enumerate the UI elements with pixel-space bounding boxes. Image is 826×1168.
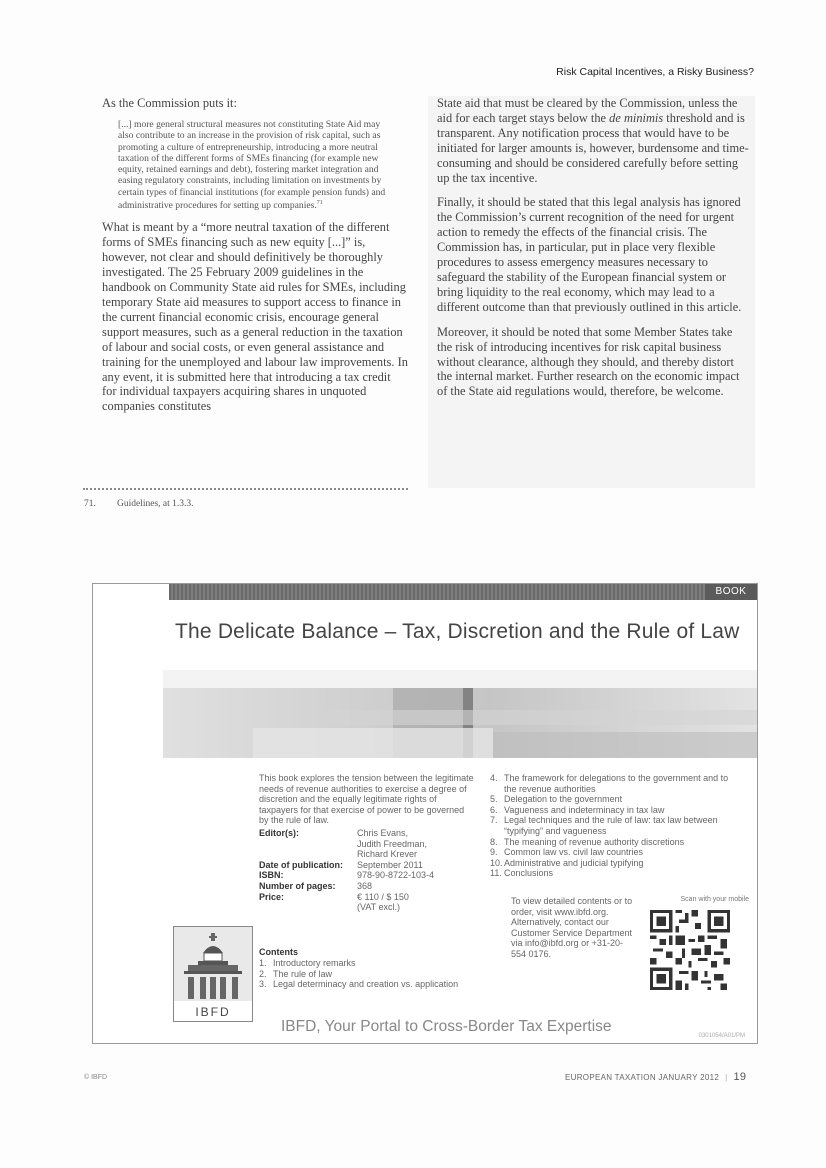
building-icon [174,927,252,1001]
tagline: IBFD, Your Portal to Cross-Border Tax Expertise [281,1018,612,1035]
spec-label: Editor(s): [259,828,299,838]
footnote-divider [83,488,408,490]
toc-item [490,805,730,816]
spec-editors [259,828,474,860]
toc-num: 3. [259,979,267,990]
toc-num: 4. [490,773,498,783]
footnote-text: Guidelines, at 1.3.3. [117,499,194,509]
p1-italic: de minimis [609,110,664,125]
toc-item [259,969,479,980]
page-number: 19 [733,1071,747,1083]
book-advertisement [92,583,758,1044]
toc-item [490,794,730,805]
spec-label: Number of pages: [259,880,336,891]
toc-text: The rule of law [273,968,333,979]
toc-item [490,868,730,879]
spec-value: 978-90-8722-103-4 [357,870,435,881]
book-badge: BOOK [705,584,757,600]
right-paragraph-3: Moreover, it should be noted that some Member States take the risk of introducing incentives for risk capital business without clearance, although they should, and thereby distort the internal market. Further research on the economic impact of the State aid regulations would, therefore, be welcome. [437,324,740,399]
book-description: This book explores the tension between the legitimate needs of revenue authorities to exercise a degree of discretion and the equally legitimate rights of taxpayers for that exercise of power to be governed by the rule of law. [259,773,474,826]
qr-code-icon[interactable] [650,910,730,990]
spec-price [259,892,474,913]
contents-heading: Contents [259,947,298,957]
spec-value: 368 [357,880,373,891]
page-footer [565,1071,746,1083]
book-specs [259,828,474,913]
footnote [84,499,194,509]
running-head: Risk Capital Incentives, a Risky Business? [556,66,754,78]
spec-date [259,860,474,871]
toc-item [259,958,479,969]
order-info: To view detailed contents or to order, visit www.ibfd.org. Alternatively, contact our Customer Service Department via info@ibfd.org or +31-20-554 0176. [511,896,633,959]
toc-item [259,979,479,990]
block-quote [118,119,393,212]
book-title: The Delicate Balance – Tax, Discretion and the Rule of Law [175,620,740,643]
footnote-number: 71. [84,499,96,509]
quote-text: [...] more general structural measures not constituting State Aid may also contribute to an increase in the provision of risk capital, such as promoting a culture of entrepreneurship, introducing a more neutral taxation of the different forms of SMEs financing (for example new equity, retained earnings and debt), fostering market integration and easing regulatory constraints, including limitation on investments by certain types of financial institutions (for example pension funds) and administrative procedures for setting up companies. [118,118,386,212]
toc-item [490,847,730,858]
toc-text: Vagueness and indeterminacy in tax law [504,804,665,815]
intro-text: As the Commission puts it: [102,96,237,110]
toc-text: The meaning of revenue authority discretions [504,836,685,847]
cover-graphic [163,670,757,758]
toc-num: 6. [490,804,498,815]
spec-label: Price: [259,891,285,902]
copyright: © IBFD [84,1074,108,1081]
spec-label: Date of publication: [259,859,343,870]
toc-text: Conclusions [504,868,554,879]
toc-num: 2. [259,968,267,979]
ad-header-band [169,584,757,600]
logo-text: IBFD [195,1005,231,1019]
toc-item [490,773,730,794]
ibfd-logo [173,926,253,1022]
toc-num: 5. [490,794,498,805]
right-column [437,96,749,409]
left-column [102,96,408,424]
toc-num: 7. [490,815,498,826]
spec-pages [259,881,474,892]
toc-text: Legal techniques and the rule of law: tax law between “typifying” and vagueness [504,815,718,836]
journal-name: EUROPEAN TAXATION JANUARY 2012 [565,1073,720,1082]
toc-num: 10. [490,857,503,868]
scan-label: Scan with your mobile [680,896,749,903]
toc-text: Introductory remarks [273,958,356,968]
left-paragraph: What is meant by a “more neutral taxation of the different forms of SMEs financing such as new equity [...]” is, however, not clear and should definitively be thoroughly investigated. The 25 February 2009 guidelines in the handbook on Community State aid rules for SMEs, including temporary State aid measures to support access to finance in the current financial economic crisis, encourage general support measures, such as a general reduction in the taxation of labour and social costs, or even general assistance and training for the unemployed and labour law improvements. In any event, it is submitted here that introducing a tax credit for individual taxpayers acquiring shares in unquoted companies constitutes [102,220,408,414]
right-paragraph-2: Finally, it should be stated that this legal analysis has ignored the Commission’s current recognition of the need for urgent action to remedy the effects of the financial crisis. The Commission has, in particular, put in place very flexible procedures to assess emergency measures necessary to safeguard the stability of the European financial system or bring liquidity to the real economy, which may lead to a different outcome than that previously outlined in this article. [437,195,742,314]
p1-text-b: threshold and is transparent. Any notification process that would have to be initiated for larger amounts is, however, burdensome and time-consuming and should be considered carefully before setting up the tax incentive. [437,110,749,185]
right-paragraph-1 [437,96,749,185]
toc-item [490,837,730,848]
spec-isbn [259,870,474,881]
cover-image [163,670,757,758]
toc-num: 11. [490,868,502,879]
footnote-ref: 71 [316,199,323,206]
spec-value: € 110 / $ 150 (VAT excl.) [357,891,409,913]
toc-text: Administrative and judicial typifying [504,857,644,868]
toc-text: The framework for delegations to the government and to the revenue authorities [504,773,729,794]
toc-text: Common law vs. civil law countries [504,847,644,858]
toc-num: 9. [490,847,498,858]
toc-item [490,815,730,836]
toc-text: Legal determinacy and creation vs. application [273,979,459,990]
spec-label: ISBN: [259,870,284,881]
toc-text: Delegation to the government [504,794,623,805]
toc-left [259,958,479,990]
toc-item [490,858,730,869]
p1-text-a: State aid that must be cleared by the Commission, unless the aid for each target stays below the [437,96,738,125]
ad-code: 0301054/A01/PM [698,1033,745,1039]
spec-value: Chris Evans, Judith Freedman, Richard Krever [357,828,428,860]
toc-right [490,773,730,879]
footer-separator: | [725,1073,728,1082]
toc-num: 8. [490,836,498,847]
spec-value: September 2011 [357,859,423,870]
toc-num: 1. [259,958,267,968]
